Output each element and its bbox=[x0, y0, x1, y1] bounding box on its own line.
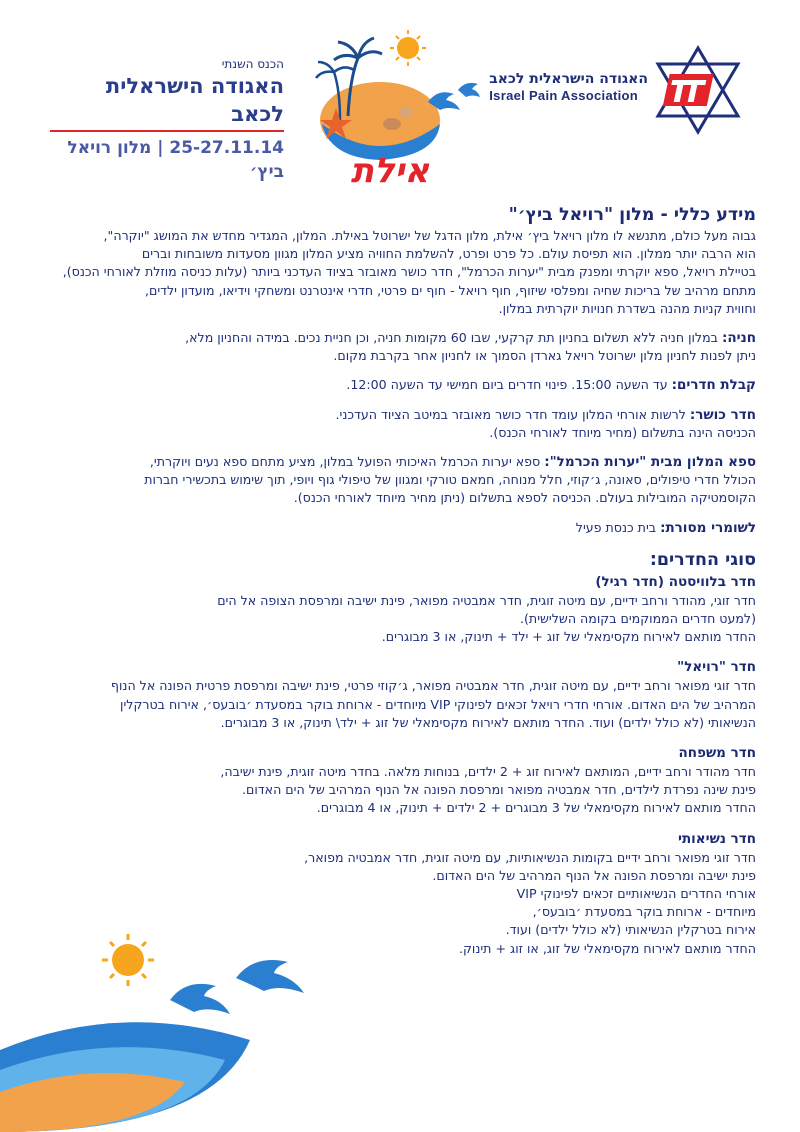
gym-line: לרשות אורחי המלון עומד חדר כושר מאובזר במיטב הציוד העדכני. bbox=[335, 406, 686, 422]
gym-line: הכניסה הינה בתשלום (מחיר מיוחד לאורחי הכנס). bbox=[489, 424, 756, 440]
gym-section bbox=[44, 406, 756, 442]
spa-line: הקוסמטיקה המובילות בעולם. הכניסה לספא בתשלום (ניתן מחיר מיוחד לאורחי הכנס). bbox=[293, 490, 756, 506]
spa-line: ספא יערות הכרמל האיכותי הפועל במלון, מציע מתחם ספא נעים ויוקרתי, bbox=[149, 454, 541, 470]
eilat-logo-text: אילת bbox=[350, 151, 430, 188]
dolphin-icon bbox=[170, 984, 230, 1014]
parking-label: חניה: bbox=[721, 330, 756, 347]
room-line: חדר מהודר ורחב ידיים, המותאם לאירוח זוג + 2 ילדים, בנוחות מלאה. בחדר מיטה זוגית, פינת ישיבה, bbox=[220, 764, 756, 780]
conference-date-venue: 25-27.11.14 | מלון רויאל ביץ׳ bbox=[67, 138, 284, 182]
room-line: המרהיב של הים האדום. אורחי חדרי רויאל זכאים לפינוקי VIP מיוחדים - ארוחת בוקר במסעדת ׳בובעס׳, אירוח בטרקלין bbox=[120, 696, 756, 712]
parking-line: ניתן לפנות לחניון מלון ישרוטל רויאל גארדן הסמוך או לחניון אחר בקרבת מקום. bbox=[333, 348, 756, 364]
room-line: החדר מותאם לאירוח מקסימאלי של זוג, או זוג + תינוק. bbox=[458, 940, 756, 956]
gym-label: חדר כושר: bbox=[689, 406, 756, 423]
conference-header bbox=[50, 56, 284, 184]
association-name-en: Israel Pain Association bbox=[489, 88, 639, 103]
room-title: חדר משפחה bbox=[678, 745, 756, 762]
intro-line: הוא הרבה יותר ממלון. הוא תפיסת עולם. כל פרט ופרט, להשלמת החוויה מציע המלון מגוון מסעדות משובחות וברים bbox=[141, 246, 756, 262]
rooms-title: סוגי החדרים: bbox=[649, 549, 756, 570]
room-royal bbox=[44, 657, 756, 732]
intro-paragraph bbox=[44, 227, 756, 318]
room-line: פינת שינה נפרדת לילדים, חדר אמבטיה מפואר ומרפסת הפונה אל הנוף המרהיב של הים האדום. bbox=[241, 782, 756, 798]
spa-line: הכולל חדרי טיפולים, סאונה, ג׳קוזי, חלל מנוחה, חמאם טורקי ומגוון של טיפולי גוף ויופי, תוך שימוש בתכשירי חברות bbox=[144, 472, 756, 488]
room-title: חדר בלוויסטה (חדר רגיל) bbox=[595, 573, 756, 590]
room-line: חדר זוגי מפואר ורחב ידיים בקומות הנשיאותיות, עם מיטה זוגית, חדר אמבטיה מפואר, bbox=[304, 849, 756, 865]
room-line: החדר מותאם לאירוח מקסימאלי של זוג + ילד + תינוק, או 3 מבוגרים. bbox=[381, 629, 756, 645]
checkin-label: קבלת חדרים: bbox=[671, 377, 756, 394]
room-title: חדר נשיאותי bbox=[677, 830, 756, 847]
eilat-beach-logo bbox=[300, 28, 480, 188]
room-line: חדר זוגי, מהודר ורחב ידיים, עם מיטה זוגית, חדר אמבטיה מפואר, פינת ישיבה ומרפסת הצופה אל הים bbox=[217, 592, 756, 608]
association-name-he: האגודה הישראלית לכאב bbox=[489, 71, 648, 87]
sun-icon bbox=[102, 934, 154, 986]
room-bellevista bbox=[44, 572, 756, 647]
intro-line: מתחם מרהיב של בריכות שחיה ומפלסי שיזוף, חוף רויאל - חוף ים פרטי, חדרי אינטרנט ומשחקי וידיאו, מועדון ילדים, bbox=[144, 282, 756, 298]
checkin-section bbox=[44, 376, 756, 394]
checkin-text: עד השעה 15:00. פינוי חדרים ביום חמישי עד השעה 12:00. bbox=[346, 377, 668, 393]
israel-pain-association-logo bbox=[652, 44, 744, 136]
conference-subtitle: הכנס השנתי bbox=[221, 57, 284, 71]
divider bbox=[50, 130, 284, 132]
spa-label: ספא המלון מבית "יערות הכרמל": bbox=[544, 454, 756, 471]
room-title: חדר "רויאל" bbox=[677, 659, 756, 676]
shell-icon bbox=[383, 118, 401, 130]
spa-section bbox=[44, 453, 756, 508]
room-line: החדר מותאם לאירוח מקסימאלי של 3 מבוגרים + 2 ילדים + תינוק, או 4 מבוגרים. bbox=[316, 800, 756, 816]
conference-title: האגודה הישראלית לכאב bbox=[105, 74, 284, 126]
intro-line: וחווית קניות מהנה בשדרת חנויות יוקרתית במלון. bbox=[498, 300, 756, 316]
room-family bbox=[44, 743, 756, 818]
shabbat-label: לשומרי מסורת: bbox=[660, 519, 756, 536]
shabbat-text: בית כנסת פעיל bbox=[575, 519, 657, 535]
intro-line: בטיילת רויאל, ספא יוקרתי ומפנק מבית "יערות הכרמל", חדר כושר מאובזר בציוד העדכני ביותר (עלות כניסה מוזלת לאורחי הכנס), bbox=[62, 264, 756, 280]
footer-beach-art bbox=[0, 920, 330, 1132]
page-title: מידע כללי - מלון "רויאל ביץ׳" bbox=[508, 205, 756, 225]
room-line: (למעט חדרים הממוקמים בקומה השלישית). bbox=[520, 611, 756, 627]
room-line: הנשיאותי (לא כולל ילדים) ועוד. החדר מותאם לאירוח מקסימאלי של זוג + ילד\ תינוק, או 3 מבוגרים. bbox=[220, 714, 756, 730]
parking-line: במלון חניה ללא תשלום בחניון תת קרקעי, שבו 60 מקומות חניה, וכן חניית נכים. במידה והחניון מלא, bbox=[185, 330, 718, 346]
room-line: אירוח בטרקלין הנשיאותי (לא כולל ילדים) ועוד. bbox=[505, 922, 756, 938]
intro-line: גבוה מעל כולם, מתנשא לו מלון רויאל ביץ׳ אילת, מלון הדגל של ישרוטל באילת. המלון, המגדיר מחדש את המושג "יוקרה", bbox=[103, 228, 756, 243]
room-line: מיוחדים - ארוחת בוקר במסעדת ׳בובעס׳, bbox=[532, 904, 756, 920]
association-name bbox=[489, 70, 648, 104]
parking-section bbox=[44, 329, 756, 365]
room-line: אורחי החדרים הנשיאותיים זכאים לפינוקי VIP bbox=[516, 886, 756, 902]
shabbat-section bbox=[44, 519, 756, 537]
room-line: פינת ישיבה ומרפסת הפונה אל הנוף המרהיב של הים האדום. bbox=[432, 867, 756, 883]
content bbox=[44, 203, 756, 969]
dolphin-icon bbox=[236, 960, 304, 993]
sun-icon bbox=[397, 37, 419, 59]
room-line: חדר זוגי מפואר ורחב ידיים, עם מיטה זוגית, חדר אמבטיה מפואר, ג׳קוזי פרטי, פינת ישיבה ומרפסת פרטית הפונה אל הנוף bbox=[110, 678, 756, 694]
